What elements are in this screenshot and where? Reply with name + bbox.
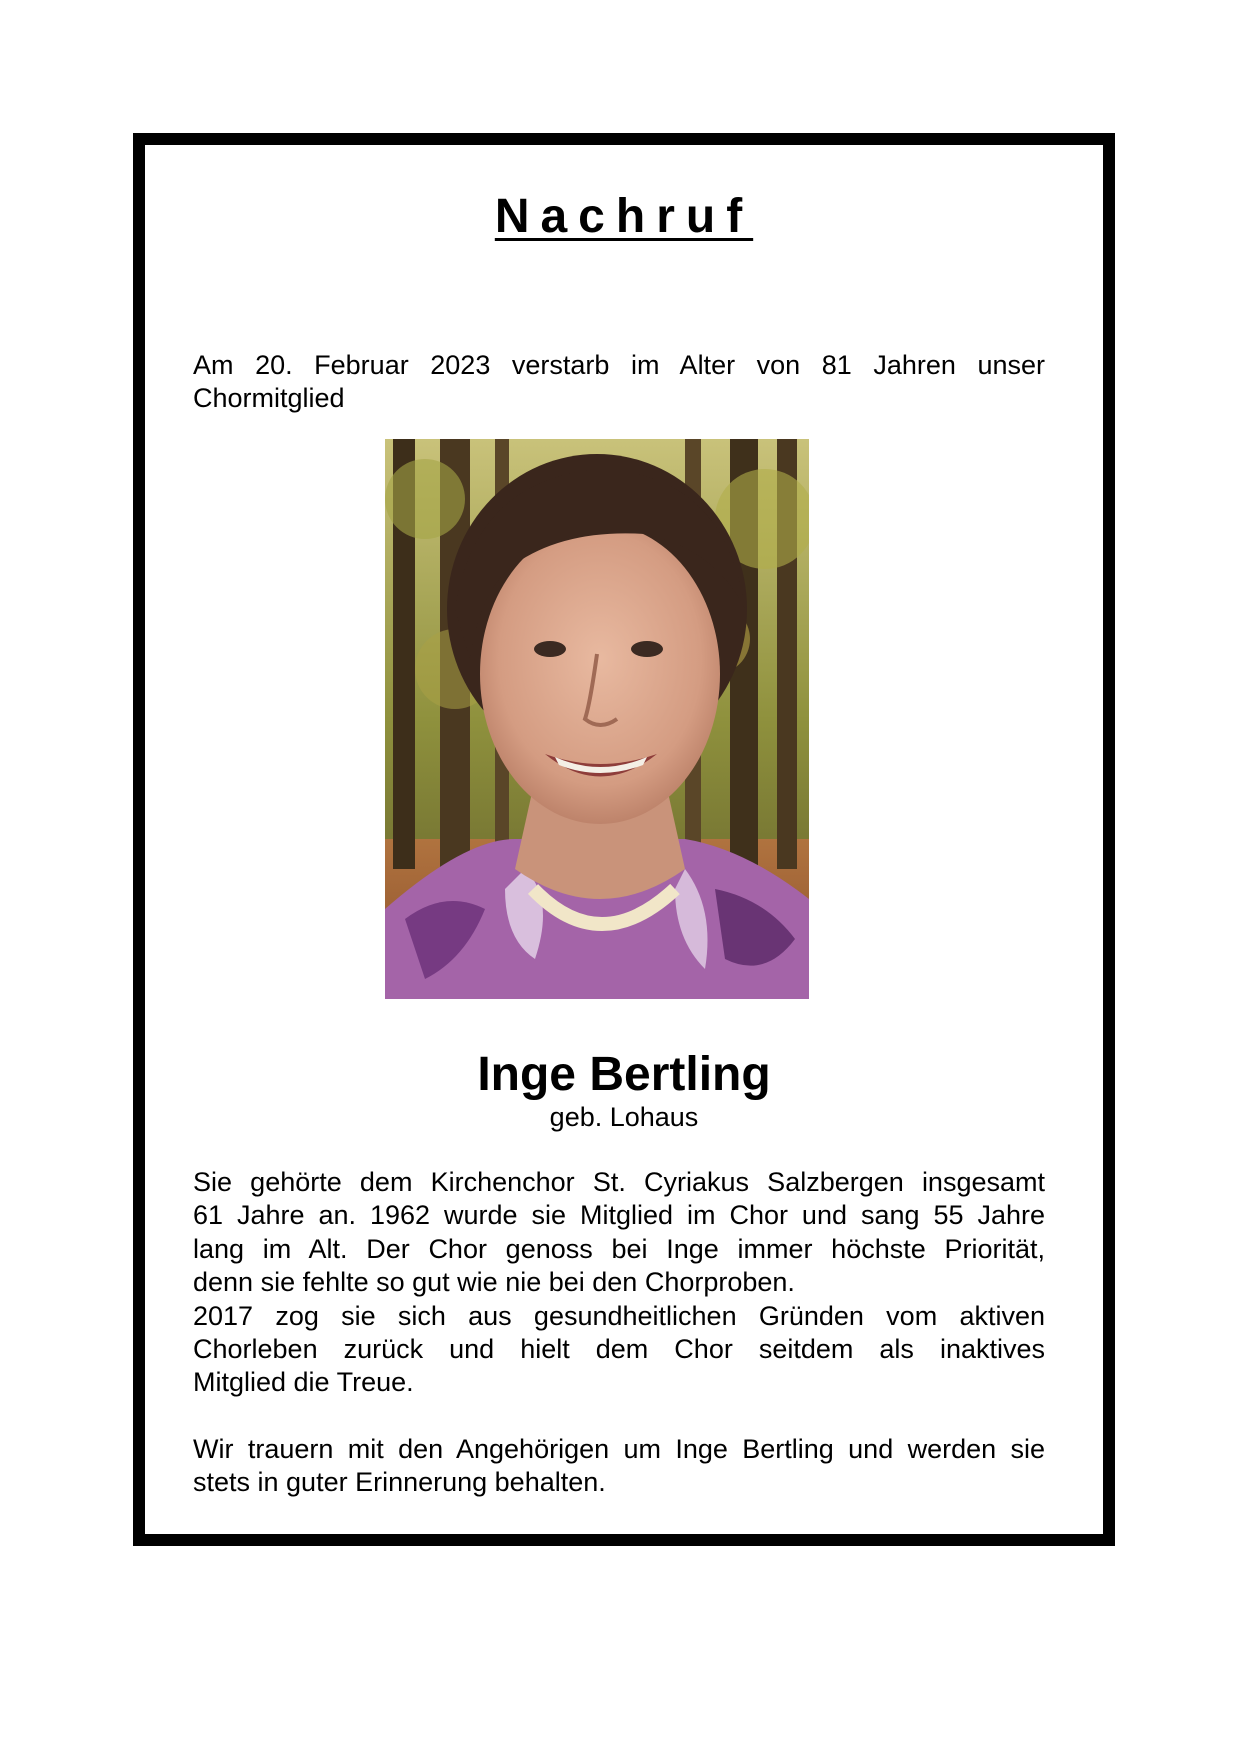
page-title: Nachruf: [494, 190, 754, 243]
closing-line-1: Wir trauern mit den Angehörigen um Inge Bertling und werden sie: [193, 1434, 1045, 1464]
intro-line-2: Chormitglied: [193, 383, 345, 413]
biography-line: 61 Jahre an. 1962 wurde sie Mitglied im Chor und sang 55 Jahre: [193, 1200, 1045, 1231]
biography-line: Mitglied die Treue.: [193, 1367, 414, 1398]
closing-text: [193, 1433, 1045, 1500]
person-name: Inge Bertling: [477, 1048, 771, 1101]
biography-line: Chorleben zurück und hielt dem Chor seitdem als inaktives: [193, 1334, 1045, 1365]
biography-line: 2017 zog sie sich aus gesundheitlichen Gründen vom aktiven: [193, 1300, 1045, 1331]
biography-text: [193, 1166, 1045, 1400]
intro-line-1: Am 20. Februar 2023 verstarb im Alter von 81 Jahren unser: [193, 350, 1045, 380]
portrait-photo: [385, 439, 809, 999]
intro-text: [193, 349, 1045, 415]
biography-line: lang im Alt. Der Chor genoss bei Inge immer höchste Priorität,: [193, 1233, 1045, 1264]
obituary-frame: [133, 133, 1115, 1546]
biography-line: denn sie fehlte so gut wie nie bei den Chorproben.: [193, 1267, 795, 1298]
biography-line: Sie gehörte dem Kirchenchor St. Cyriakus Salzbergen insgesamt: [193, 1167, 1045, 1197]
closing-line-2: stets in guter Erinnerung behalten.: [193, 1467, 606, 1498]
birth-name: geb. Lohaus: [549, 1102, 699, 1132]
